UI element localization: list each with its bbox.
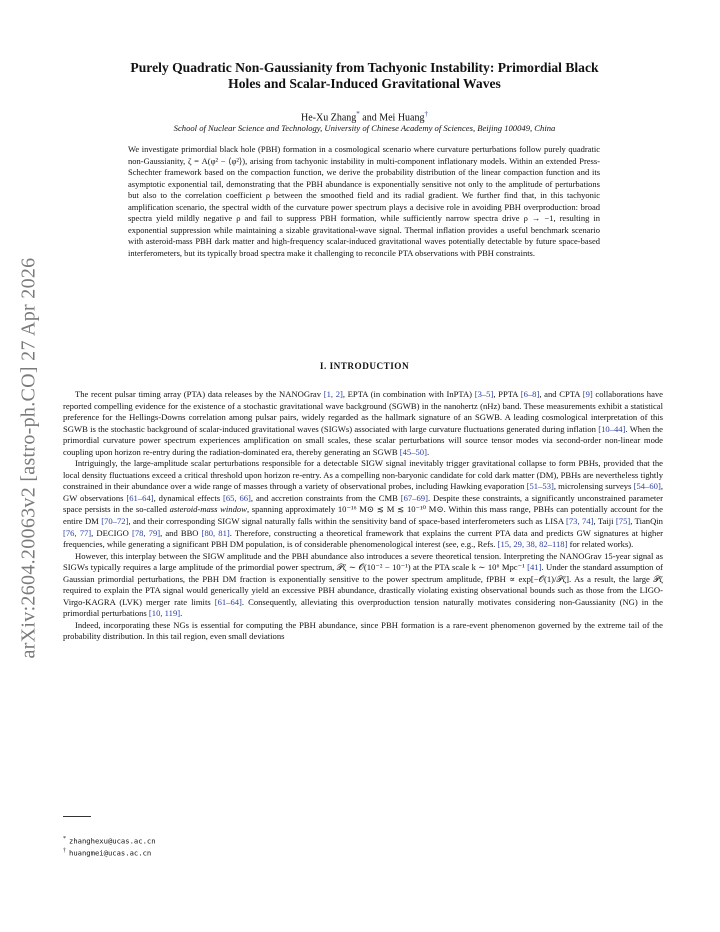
citation-link[interactable]: [65, 66]	[222, 492, 251, 503]
footnotes	[63, 834, 156, 859]
footnote-divider	[63, 816, 91, 817]
text-run: collaborations have reported compelling evidence for the existence of a stochastic gravitational wave background (SGWB) in the nanohertz (nHz) band. These measurements exhibit a statistical preference for the Hellings-Downs correlation among pulsar pairs, widely regarded as the hallmark signature of an SGWB. A leading cosmological interpretation of this SGWB is the stochastic background of scalar-induced gravitational waves (SIGWs) associated with large curvature fluctuations generated during inflation	[63, 389, 664, 434]
text-run: . When the primordial curvature power spectrum experiences amplification on small scales, these scalar perturbations will source tensor modes via second-order non-linear mode coupling upon horizon re-entry during the radiation-dominated era, thereby generating an SGWB	[63, 423, 663, 457]
footnote-mark: *	[63, 836, 66, 842]
citation-link[interactable]: [73, 74]	[566, 516, 594, 527]
author-name: He-Xu Zhang	[301, 112, 357, 124]
text-run: . Despite these constraints, a significantly unconstrained parameter space persists in the so-called	[63, 492, 663, 515]
citation-link[interactable]: [75]	[615, 516, 631, 527]
text-run: , Taiji	[593, 516, 616, 527]
author-footnote-link[interactable]: *	[356, 110, 360, 118]
text-run: , DECIGO	[91, 527, 132, 538]
text-run: , and their corresponding SIGW signal naturally falls within the sensitivity band of space-based interferometers such as LISA	[128, 516, 567, 527]
citation-link[interactable]: [76, 77]	[63, 527, 92, 538]
citation-link[interactable]: [1, 2]	[323, 389, 343, 399]
text-run: .	[426, 446, 430, 457]
paragraph	[63, 551, 663, 620]
abstract: We investigate primordial black hole (PBH) formation in a cosmological scenario where curvature perturbations follow purely quadratic non-Gaussianity, ζ = A(φ² − ⟨φ²⟩), arising from tachyonic instability in multi-component inflationary models. Within an extended Press-Schechter framework based on the compaction function, we derive the probability distribution of the linear compaction function and its asymptotic exponential tail, demonstrating that the PBH abundance is exponentially sensitive not only to the amplitude of perturbations but also to the correlation coefficient ρ between the smoothed field and its radial gradient. We further find that, in this tachyonic amplification scenario, the spectral width of the curvature power spectrum plays a decisive role in avoiding PBH overproduction: broad spectra yield mildly negative ρ and fail to suppress PBH formation, while sufficiently narrow spectra drive ρ → −1, resulting in exponential suppression while maintaining a sizable gravitational-wave signal. Thermal inflation provides a useful benchmark scenario with asteroid-mass PBH dark matter and high-frequency scalar-induced gravitational waves potentially detectable by future space-based interferometers, but its typically broad spectra make it challenging to reconcile PTA observations with PBH constraints.	[128, 144, 600, 258]
title-line-2: Holes and Scalar-Induced Gravitational Waves	[228, 76, 501, 91]
text-run: , microlensing surveys	[553, 481, 634, 492]
citation-link[interactable]: [67–69]	[400, 492, 428, 503]
text-run: Intriguingly, the large-amplitude scalar perturbations responsible for a detectable SIGW signal inevitably trigger gravitational collapse to form PBHs, provided that the local density fluctuations exceed a critical threshold upon horizon re-entry. As a compelling non-baryonic candidate for cold dark matter (DM), PBHs are nevertheless tightly constrained in their abundance over a wide range of masses through a variety of observational probes, including Hawking evaporation	[63, 458, 663, 492]
author-footnote-link[interactable]: †	[424, 110, 428, 118]
citation-link[interactable]: [80, 81]	[201, 527, 230, 538]
citation-link[interactable]: [9]	[582, 389, 593, 399]
paragraph	[63, 620, 663, 643]
citation-link[interactable]: [45–50]	[399, 446, 427, 457]
citation-link[interactable]: [15, 29, 38, 82–118]	[497, 539, 568, 550]
text-run: The recent pulsar timing array (PTA) data releases by the NANOGrav	[75, 389, 324, 399]
citation-link[interactable]: [70–72]	[101, 516, 129, 527]
footnote-mark: †	[63, 848, 66, 855]
text-run: , TianQin	[630, 516, 663, 527]
citation-link[interactable]: [54–60]	[633, 481, 661, 492]
text-run: , PPTA	[493, 389, 521, 399]
title-line-1: Purely Quadratic Non-Gaussianity from Tachyonic Instability: Primordial Black	[130, 60, 599, 75]
text-run: , dynamical effects	[153, 492, 223, 503]
arxiv-stamp-text: arXiv:2604.20063v2 [astro-ph.CO] 27 Apr 2026	[17, 257, 40, 659]
citation-link[interactable]: [61–64]	[214, 596, 242, 607]
emphasis-text: asteroid-mass window	[169, 504, 247, 515]
text-run: Indeed, incorporating these NGs is essential for computing the PBH abundance, since PBH formation is a rare-event phenomenon governed by the extreme tail of the probability distribution. In this tail region, even small deviations	[63, 619, 663, 642]
paper-title	[72, 60, 657, 92]
citation-link[interactable]: [51–53]	[526, 481, 554, 492]
text-run: , EPTA (in combination with InPTA)	[342, 389, 475, 399]
text-run: , and BBO	[160, 527, 202, 538]
text-run: However, this interplay between the SIGW amplitude and the PBH abundance also introduces a severe theoretical tension. Interpreting the NANOGrav 15-year signal as SIGWs typically requires a large amplitude of the primordial power spectrum, 𝒫ζ ∼ 𝒪(10⁻² − 10⁻¹) at the PTA scale k ∼ 10⁶ Mpc⁻¹	[63, 550, 663, 573]
section-heading: I. INTRODUCTION	[319, 361, 410, 371]
text-run: , and accretion constraints from the CMB	[250, 492, 401, 503]
citation-link[interactable]: [41]	[527, 562, 542, 573]
text-run: , and CPTA	[539, 389, 583, 399]
text-run: , spanning approximately 10⁻¹⁶ M⊙ ≲ M ≲ 10⁻¹⁰ M⊙. Within this mass range, PBHs can potentially account for the entire DM	[63, 504, 663, 527]
paragraph	[63, 389, 663, 458]
citation-link[interactable]: [6–8]	[520, 389, 540, 399]
citation-link[interactable]: [10, 119]	[148, 608, 181, 619]
author-name: Mei Huang	[379, 112, 425, 124]
introduction-body	[63, 389, 663, 643]
footnote	[63, 834, 156, 846]
author-list	[72, 110, 657, 123]
email-link[interactable]: zhanghexu@ucas.ac.cn	[69, 836, 156, 846]
arxiv-identifier-stamp	[14, 228, 44, 688]
citation-link[interactable]: [78, 79]	[131, 527, 161, 538]
citation-link[interactable]: [61–64]	[126, 492, 154, 503]
text-run: . Under the standard assumption of Gaussian primordial perturbations, the PBH DM fraction is exponentially sensitive to the power spectrum amplitude, fPBH ∝ exp[−𝒪(1)/𝒫ζ]. As a result, the large 𝒫ζ required to explain the PTA signal would generically yield an excessive PBH abundance, drastically violating existing observational bounds such as those from the LIGO-Virgo-KAGRA (LVK) merger rate limits	[63, 562, 663, 607]
email-link[interactable]: huangmei@ucas.ac.cn	[69, 848, 152, 858]
text-run: for related works).	[567, 539, 634, 550]
text-run: . Therefore, constructing a theoretical framework that explains the current PTA data and predicts GW signatures at higher frequencies, while generating a significant PBH DM population, is of considerable phenomenological interest (see, e.g., Refs.	[63, 527, 663, 550]
text-run: . Consequently, alleviating this overproduction tension naturally motivates considering non-Gaussianity (NG) in the primordial perturbations	[63, 596, 663, 619]
affiliation: School of Nuclear Science and Technology, University of Chinese Academy of Sciences, Beijing 100049, China	[173, 123, 556, 133]
author-conjunction: and	[359, 112, 380, 124]
citation-link[interactable]: [10–44]	[598, 423, 626, 434]
text-run: .	[180, 608, 183, 619]
footnote	[63, 846, 156, 858]
citation-link[interactable]: [3–5]	[474, 389, 494, 399]
text-run: , GW observations	[63, 481, 663, 503]
paragraph	[63, 458, 663, 550]
